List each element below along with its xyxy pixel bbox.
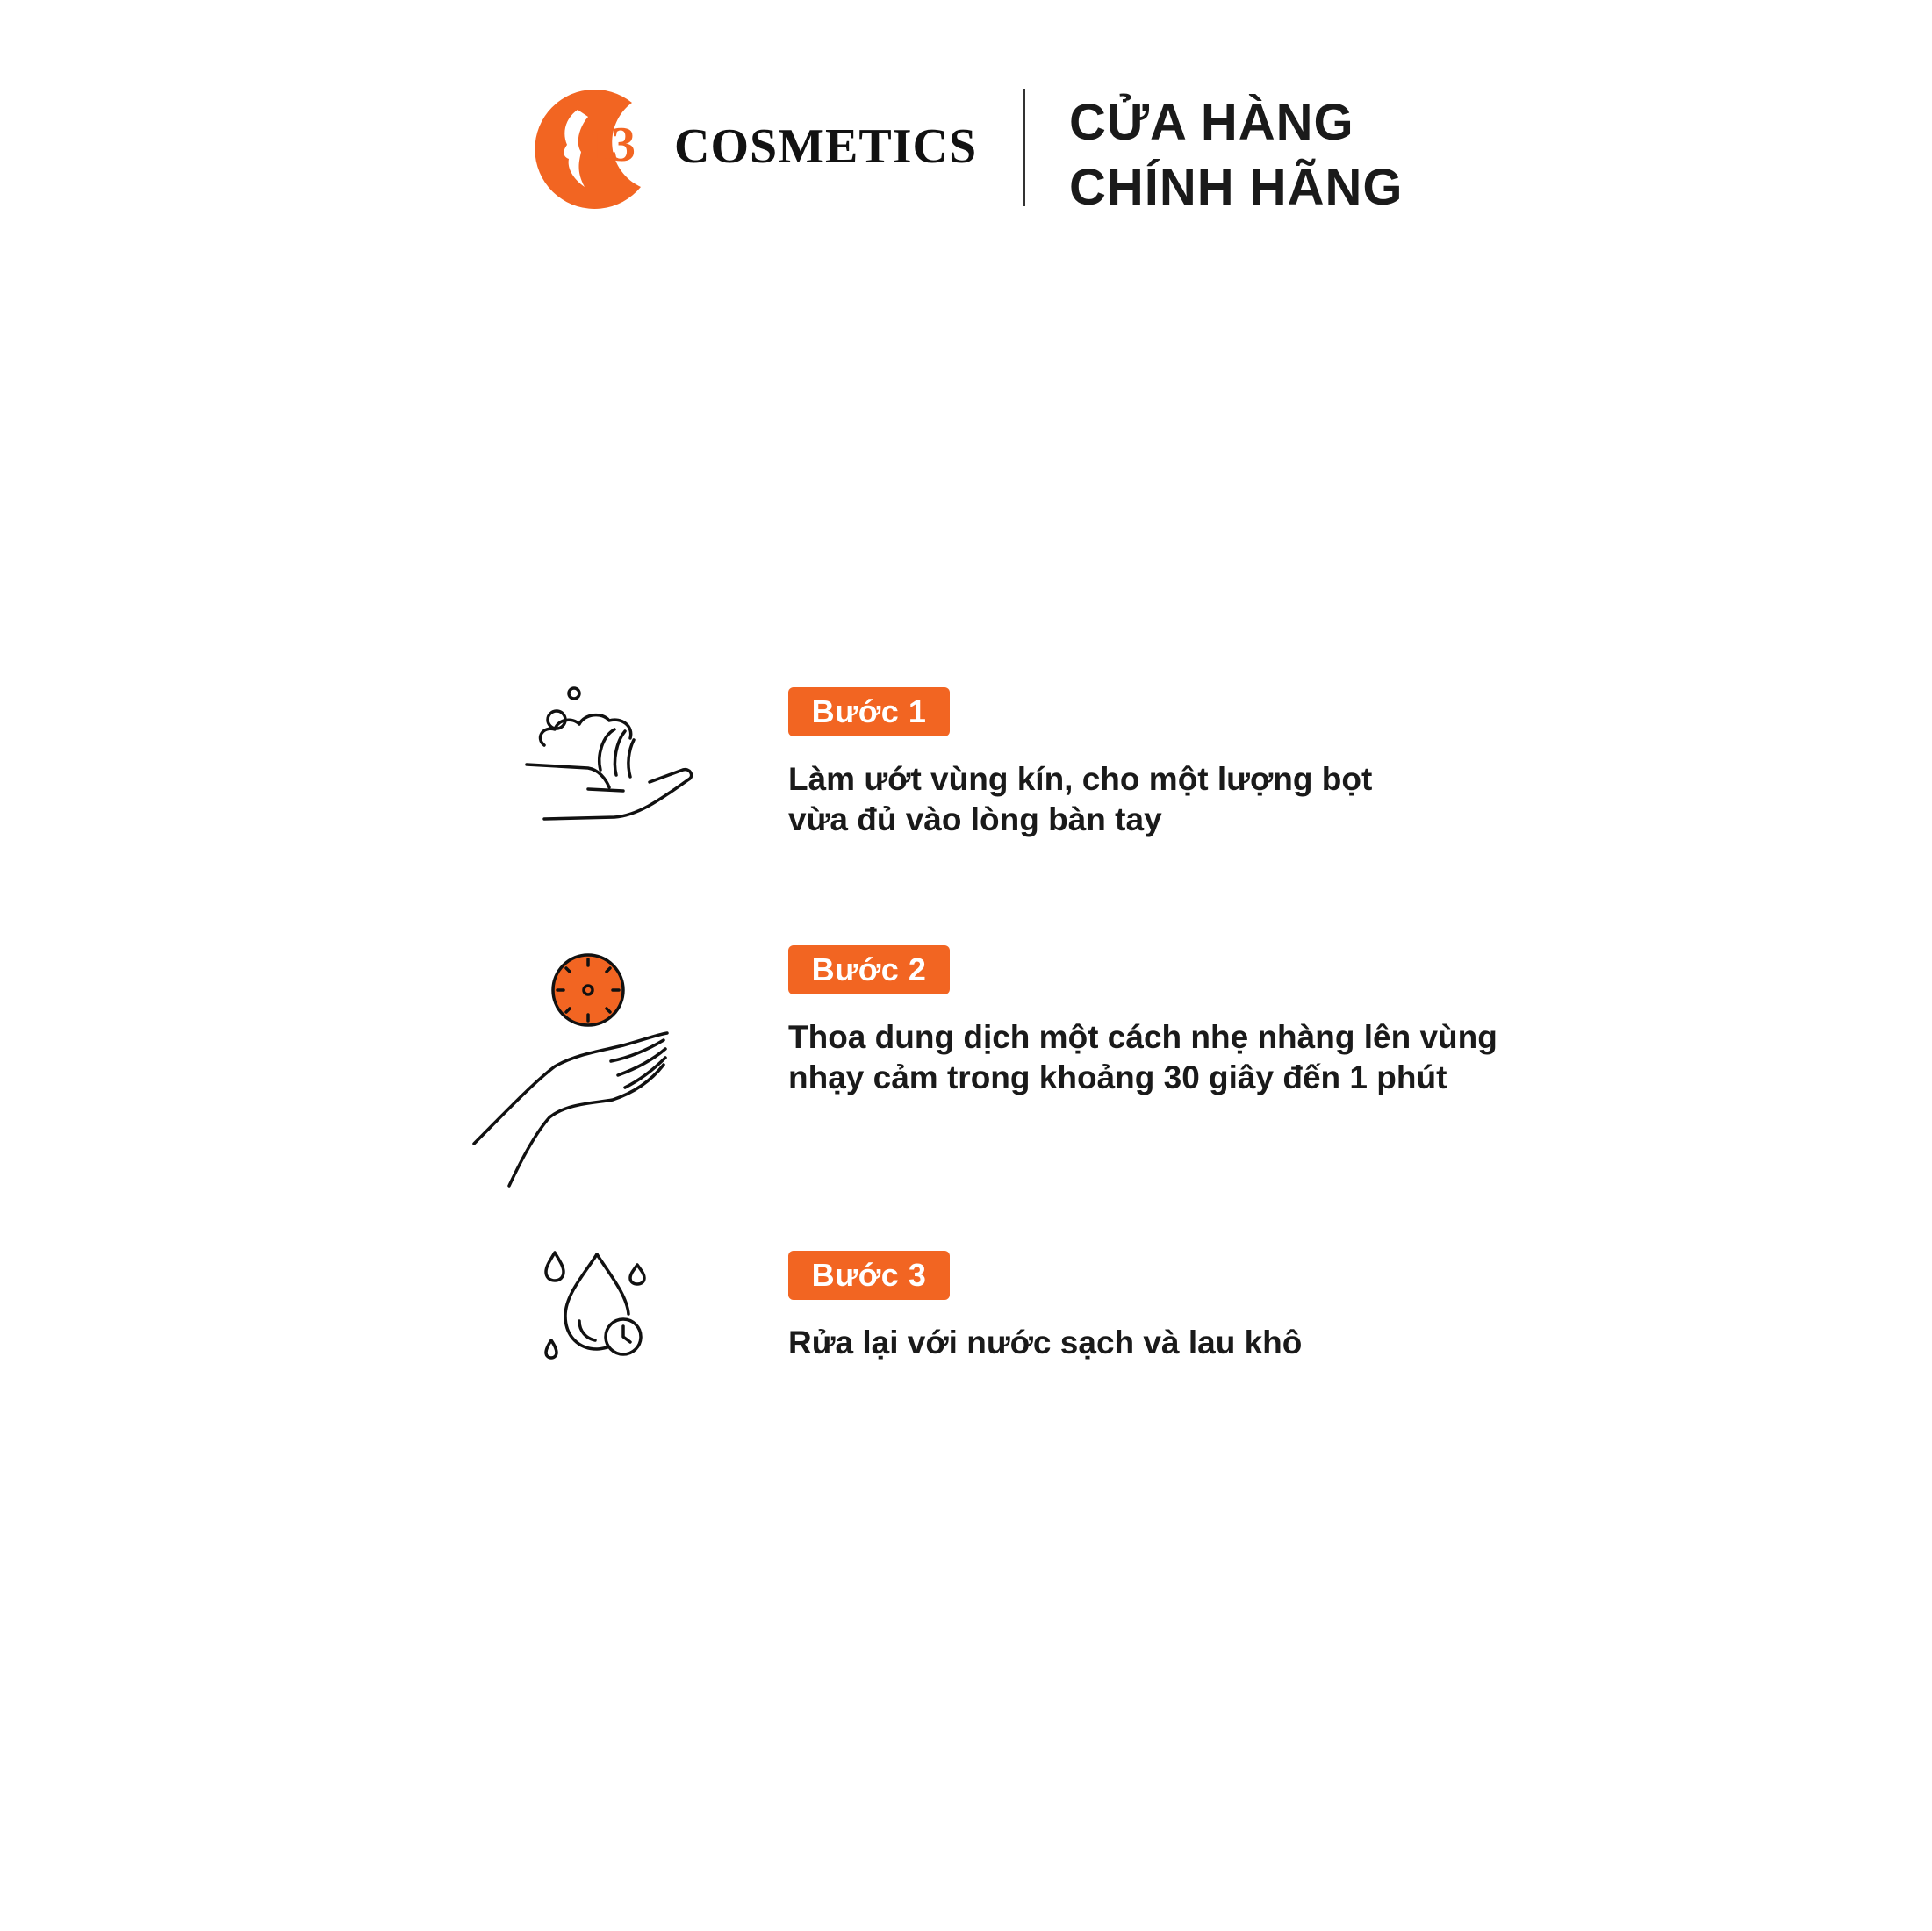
water-drop-timer-icon — [542, 1249, 657, 1372]
brand-name: COSMETICS — [674, 119, 978, 174]
step-text-line-1: Thoa dung dịch một cách nhẹ nhàng lên vùng — [788, 1019, 1497, 1055]
foam-hand-icon — [518, 680, 702, 838]
header-tagline — [1069, 90, 1404, 220]
step-text-line-2: vừa đủ vào lòng bàn tay — [788, 801, 1162, 837]
tagline-line-2: CHÍNH HÃNG — [1069, 159, 1404, 216]
step-description — [788, 1323, 1578, 1363]
hand-timer-icon — [470, 952, 681, 1189]
step-badge: Bước 1 — [788, 687, 950, 736]
step-badge: Bước 3 — [788, 1251, 950, 1300]
step-description — [788, 759, 1578, 840]
step-text-line-2: nhạy cảm trong khoảng 30 giây đến 1 phút — [788, 1059, 1447, 1095]
tagline-line-1: CỬA HÀNG — [1069, 94, 1354, 151]
step-text-line-1: Làm ướt vùng kín, cho một lượng bọt — [788, 761, 1373, 797]
step-text-line-1: Rửa lại với nước sạch và lau khô — [788, 1324, 1303, 1360]
step-badge: Bước 2 — [788, 945, 950, 994]
header — [527, 83, 1431, 215]
brand-number: 13 — [588, 118, 634, 172]
header-divider — [1023, 89, 1025, 206]
step-description — [788, 1017, 1578, 1098]
